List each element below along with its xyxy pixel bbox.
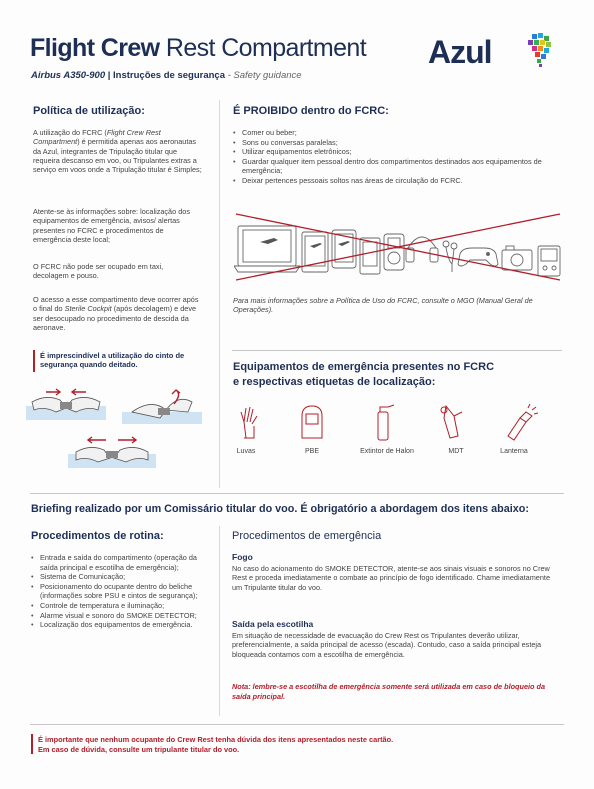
list-item: • Localização dos equipamentos de emergência. [31,620,209,630]
briefing-heading: Briefing realizado por um Comissário titular do voo. É obrigatório a abordagem dos itens abaixo: [31,503,529,515]
fire-extinguisher-icon [378,405,394,440]
equipment-label: Lanterna [500,448,528,455]
ereader-icon [360,238,380,274]
emergency-equipment-icons [232,402,562,442]
glove-icon [241,407,257,438]
column-divider-bottom [219,526,220,716]
list-item: • Sons ou conversas paralelas; [233,138,553,148]
seatbelt-buckle-illustration-1 [26,386,106,426]
politica-title: Política de utilização: [33,105,145,117]
list-item: • Entrada e saída do compartimento (operação da saída principal e escotilha de emergência); [31,553,209,572]
flashlight-icon [508,404,538,440]
saida-title: Saída pela escotilha [232,619,314,629]
proibido-note: Para mais informações sobre a Política de Uso do FCRC, consulte o MGO (Manual Geral de Operações). [233,296,533,315]
emergencia-title: Procedimentos de emergência [232,530,382,542]
politica-paragraph-3: O FCRC não pode ser ocupado em taxi, decolagem e pouso. [33,262,164,281]
list-item: • Alarme visual e sonoro do SMOKE DETECTOR; [31,611,209,621]
equipment-label: Extintor de Halon [360,448,414,455]
list-item: • Utilizar equipamentos eletrônicos; [233,147,553,157]
seatbelt-release-illustration [68,432,156,472]
belt-note: É imprescindível a utilização do cinto de segurança quando deitado. [40,351,185,370]
politica-paragraph-4: O acesso a esse compartimento deve ocorrer após o final do Sterile Cockpit (após decolagem) e deve ser desocupado no procedimento de descida da aeronave. [33,295,199,332]
rotina-title: Procedimentos de rotina: [31,530,164,542]
equipment-label: Luvas [236,448,256,455]
saida-text: Em situação de necessidade de evacuação do Crew Rest os Tripulantes deverão utilizar, preferencialmente, a saída principal de acesso (escada). Contudo, caso a saída principal esteja bloqueada contamos com a escotilha de emergência. [232,631,542,659]
emergencia-note: Nota: lembre-se a escotilha de emergência somente será utilizada em caso de bloqueio da saída principal. [232,682,546,701]
footer-line-2: Em caso de dúvida, consulte um tripulante titular do voo. [38,745,240,754]
fogo-text: No caso do acionamento do SMOKE DETECTOR, atente-se aos sinais visuais e sonoros no Crew Rest e proceda imediatamente o combate ao princípio de fogo identificado. Chame imediatamente um Tripulante titular do voo. [232,564,551,592]
belt-note-bar [33,350,35,372]
fogo-title: Fogo [232,552,253,562]
list-item: • Deixar pertences pessoais soltos nas áreas de circulação do FCRC. [233,176,553,186]
equipment-label: PBE [304,448,319,455]
column-divider-top [219,100,220,488]
politica-paragraph-2: Atente-se às informações sobre: localização dos equipamentos de emergência, avisos/ alertas presentes no FCRC e procedimentos de emergência deste local; [33,207,190,244]
list-item: • Guardar qualquer item pessoal dentro dos compartimentos destinados aos equipamentos de emergência; [233,157,553,176]
footer-note-bar [31,734,33,754]
azul-logo: Azul [428,32,556,76]
brazil-map-icon [526,32,556,72]
pbe-hood-icon [302,406,322,438]
list-item: • Controle de temperatura e iluminação; [31,601,209,611]
rotina-list [31,553,209,630]
camera-icon [502,246,532,270]
handheld-console-icon [538,246,560,276]
music-player-icon [384,234,404,270]
list-item: • Posicionamento do ocupante dentro do beliche (informações sobre PSU e cintos de segurança); [31,582,209,601]
equipment-label: MDT [448,448,464,455]
page-title: Flight Crew Rest Compartment [30,34,367,62]
footer-line-1: É importante que nenhum ocupante do Crew Rest tenha dúvida dos itens apresentados neste cartão. [38,735,394,744]
list-item: • Sistema de Comunicação; [31,572,209,582]
proibido-title: É PROIBIDO dentro do FCRC: [233,105,389,117]
page-subtitle: Airbus A350-900 | Instruções de segurança - Safety guidance [31,70,302,81]
laptop-icon [234,226,300,272]
seatbelt-tighten-illustration [122,388,202,428]
politica-paragraph-1: A utilização do FCRC (Flight Crew Rest Compartment) é permitida apenas aos aeronautas da Azul, integrantes de Tripulação titular que requeira descanso em voo, ou Tripulantes extras a serviço em voos onde a Tripulação titular é Simples; [33,128,202,175]
proibido-list [233,128,553,186]
equipamentos-title-2: e respectivas etiquetas de localização: [233,376,436,388]
list-item: • Comer ou beber; [233,128,553,138]
flashlight-mdt-icon [441,406,462,438]
prohibited-devices-illustration [234,208,564,284]
section-divider [232,350,562,351]
equipamentos-title-1: Equipamentos de emergência presentes no FCRC [233,361,495,373]
section-divider-footer [30,724,564,725]
section-divider-briefing [30,493,564,494]
